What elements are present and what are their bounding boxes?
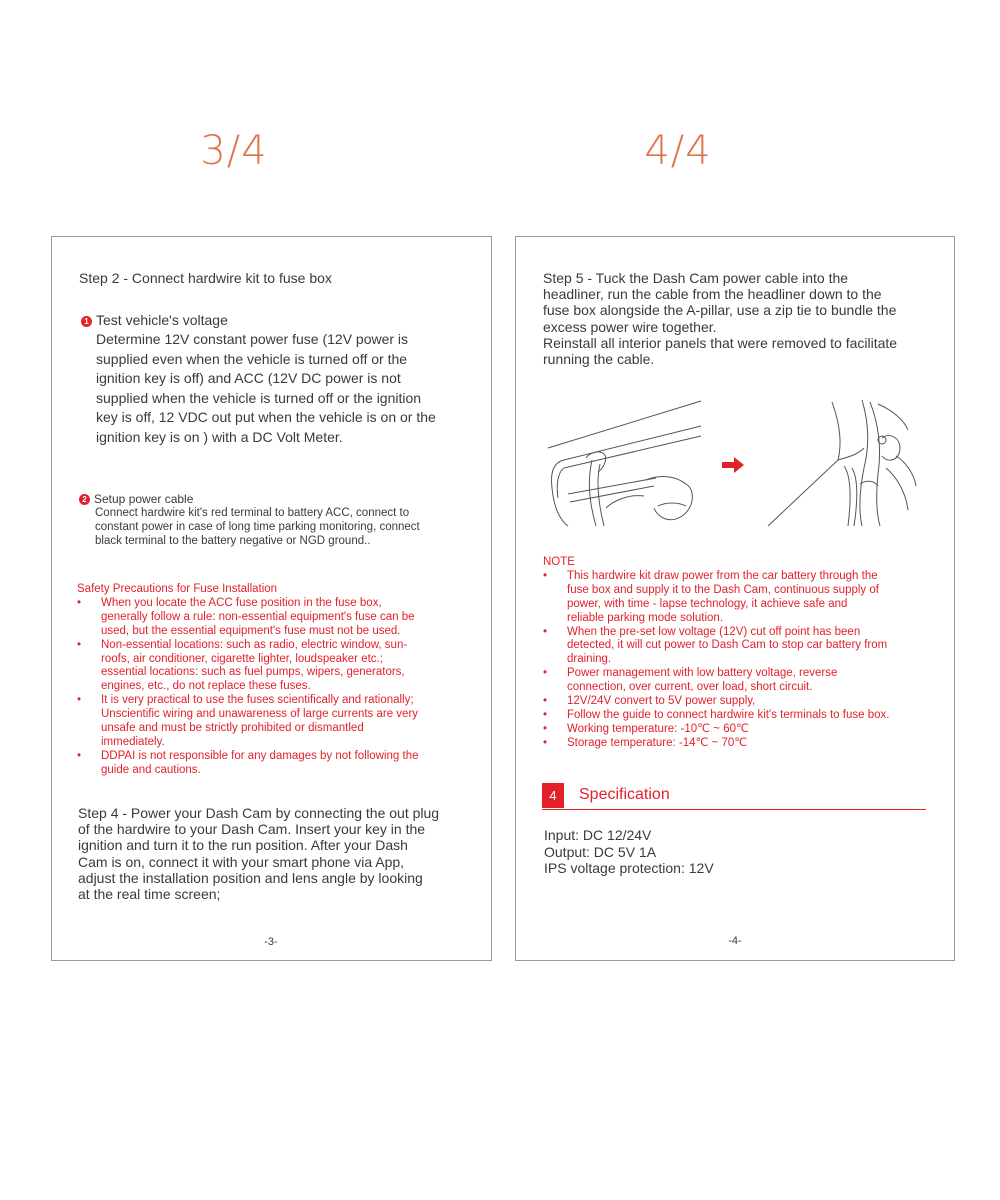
safety-section bbox=[77, 583, 477, 778]
illustration-line bbox=[564, 436, 701, 468]
item1-line: ignition key is on ) with a DC Volt Meter. bbox=[96, 428, 343, 445]
step5-line: fuse box alongside the A-pillar, use a zip tie to bundle the bbox=[543, 302, 897, 319]
safety-title: Safety Precautions for Fuse Installation bbox=[77, 583, 278, 595]
page-label-left: 3/4 bbox=[200, 128, 268, 174]
illustration-line bbox=[886, 468, 908, 510]
step4-line: Cam is on, connect it with your smart phone via App, bbox=[78, 853, 405, 870]
item2-title: Setup power cable bbox=[94, 492, 194, 506]
illustration-line bbox=[860, 400, 868, 526]
safety-line: • When you locate the ACC fuse position in the fuse box, bbox=[101, 596, 382, 609]
illustration-line bbox=[852, 468, 857, 526]
item1-line: supplied even when the vehicle is turned off or the bbox=[96, 350, 408, 367]
note-item bbox=[543, 723, 938, 737]
item2-body bbox=[95, 506, 475, 548]
number-badge-2: 2 bbox=[79, 494, 90, 505]
step4-line: Step 4 - Power your Dash Cam by connecting the out plug bbox=[78, 805, 440, 821]
safety-line: engines, etc., do not replace these fuses. bbox=[101, 680, 311, 693]
illustration-line bbox=[860, 481, 878, 486]
specification-header bbox=[542, 783, 926, 810]
note-list bbox=[543, 570, 938, 751]
step4-line: at the real time screen; bbox=[78, 886, 221, 903]
illustration-line bbox=[552, 460, 569, 526]
note-line: • Storage temperature: -14℃ ~ 70℃ bbox=[567, 736, 748, 749]
note-title: NOTE bbox=[543, 556, 575, 568]
item2-line: constant power in case of long time parking monitoring, connect bbox=[95, 521, 420, 533]
illustration-line bbox=[844, 466, 850, 526]
safety-line: used, but the essential equipment's fuse must not be used. bbox=[101, 624, 401, 637]
spec-line: Output: DC 5V 1A bbox=[544, 843, 657, 860]
safety-item bbox=[77, 597, 477, 639]
item2-line: black terminal to the battery negative or NGD ground.. bbox=[95, 535, 371, 547]
step4-line: ignition and turn it to the run position. After your Dash bbox=[78, 837, 408, 854]
illustration-line bbox=[832, 402, 840, 460]
safety-line: roofs, air conditioner, cigarette lighter, loudspeaker etc.; bbox=[101, 652, 383, 665]
illustration-line bbox=[768, 460, 838, 526]
step4-line: of the hardwire to your Dash Cam. Insert your key in the bbox=[78, 821, 426, 838]
spec-line: IPS voltage protection: 12V bbox=[544, 860, 714, 876]
arrow-right-icon bbox=[722, 457, 744, 473]
illustration-line bbox=[570, 486, 654, 502]
safety-line: • It is very practical to use the fuses scientifically and rationally; bbox=[101, 694, 414, 707]
note-item bbox=[543, 667, 938, 695]
item2-title-row bbox=[79, 492, 193, 506]
step5-block bbox=[543, 270, 938, 367]
note-line: draining. bbox=[567, 653, 612, 666]
note-line: • When the pre-set low voltage (12V) cut off point has been bbox=[567, 625, 861, 638]
section-number-badge: 4 bbox=[542, 783, 564, 808]
a-pillar-illustration bbox=[766, 398, 926, 530]
item1-title: Test vehicle's voltage bbox=[96, 312, 228, 328]
safety-line: • DDPAI is not responsible for any damages by not following the bbox=[101, 749, 419, 762]
illustration-line bbox=[589, 460, 596, 526]
step5-line: excess power wire together. bbox=[543, 318, 717, 335]
page-number-3: -3- bbox=[264, 936, 278, 948]
item2-line: Connect hardwire kit's red terminal to battery ACC, connect to bbox=[95, 507, 410, 519]
item1-line: ignition key is off) and ACC (12V DC power is not bbox=[96, 370, 401, 386]
note-line: fuse box and supply it to the Dash Cam, continuous supply of bbox=[567, 583, 879, 596]
step2-heading: Step 2 - Connect hardwire kit to fuse box bbox=[79, 270, 332, 286]
safety-line: • Non-essential locations: such as radio, electric window, sun- bbox=[101, 638, 408, 651]
note-item bbox=[543, 737, 938, 751]
step5-line: Reinstall all interior panels that were removed to facilitate bbox=[543, 334, 898, 351]
item1-body bbox=[96, 330, 476, 447]
safety-line: generally follow a rule: non-essential equipment's fuse can be bbox=[101, 610, 415, 623]
note-item bbox=[543, 570, 938, 626]
specification-list bbox=[544, 827, 924, 877]
safety-line: unsafe and must be strictly prohibited or dismantled bbox=[101, 722, 364, 735]
safety-item bbox=[77, 694, 477, 750]
step5-line: running the cable. bbox=[543, 351, 655, 368]
step5-line: headliner, run the cable from the headliner down to the bbox=[543, 286, 882, 303]
safety-item bbox=[77, 639, 477, 695]
note-line: detected, it will cut power to Dash Cam to stop car battery from bbox=[567, 639, 888, 652]
spec-line: Input: DC 12/24V bbox=[544, 827, 652, 843]
safety-line: Unscientific wiring and unawareness of large currents are very bbox=[101, 708, 419, 721]
note-line: power, with time - lapse technology, it achieve safe and bbox=[567, 597, 848, 610]
safety-line: guide and cautions. bbox=[101, 763, 201, 776]
step4-block bbox=[78, 805, 478, 902]
illustration-line bbox=[878, 404, 908, 430]
note-line: • Working temperature: -10℃ ~ 60℃ bbox=[567, 722, 749, 735]
note-section bbox=[543, 556, 938, 751]
note-line: • Power management with low battery voltage, reverse bbox=[567, 667, 838, 680]
safety-line: essential locations: such as fuel pumps, wipers, generators, bbox=[101, 666, 405, 679]
item1-line: key is off, 12 VDC out put when the vehicle is on or the bbox=[96, 409, 436, 425]
note-line: reliable parking mode solution. bbox=[567, 611, 723, 624]
number-badge-1: 1 bbox=[81, 316, 92, 327]
illustration-line bbox=[838, 448, 864, 460]
step4-line: adjust the installation position and lens angle by looking bbox=[78, 869, 423, 886]
illustration-line bbox=[646, 477, 692, 520]
item1-title-row bbox=[81, 312, 228, 329]
illustration-line bbox=[658, 503, 686, 506]
note-line: • Follow the guide to connect hardwire kit's terminals to fuse box. bbox=[567, 708, 890, 721]
illustration-line bbox=[606, 496, 644, 508]
note-line: connection, over current, over load, short circuit. bbox=[567, 681, 813, 694]
illustration-line bbox=[598, 464, 604, 526]
headliner-illustration bbox=[546, 398, 706, 530]
page-label-right: 4/4 bbox=[644, 128, 712, 174]
note-line: • This hardwire kit draw power from the car battery through the bbox=[567, 569, 878, 582]
note-line: • 12V/24V convert to 5V power supply, bbox=[567, 695, 756, 708]
illustration-line bbox=[557, 468, 564, 498]
illustration-line bbox=[568, 478, 656, 494]
illustration-line bbox=[896, 456, 916, 486]
specification-title: Specification bbox=[579, 786, 670, 803]
item1-line: Determine 12V constant power fuse (12V power is bbox=[96, 331, 409, 347]
step5-line: Step 5 - Tuck the Dash Cam power cable into the bbox=[543, 270, 849, 286]
item1-line: supplied when the vehicle is turned off or the ignition bbox=[96, 389, 422, 406]
note-item bbox=[543, 709, 938, 723]
illustration-line bbox=[870, 402, 880, 526]
safety-list bbox=[77, 597, 477, 778]
illustration-line bbox=[564, 426, 701, 460]
safety-line: immediately. bbox=[101, 735, 165, 748]
note-item bbox=[543, 626, 938, 668]
safety-item bbox=[77, 750, 477, 778]
note-item bbox=[543, 695, 938, 709]
page-number-4: -4- bbox=[728, 935, 742, 947]
